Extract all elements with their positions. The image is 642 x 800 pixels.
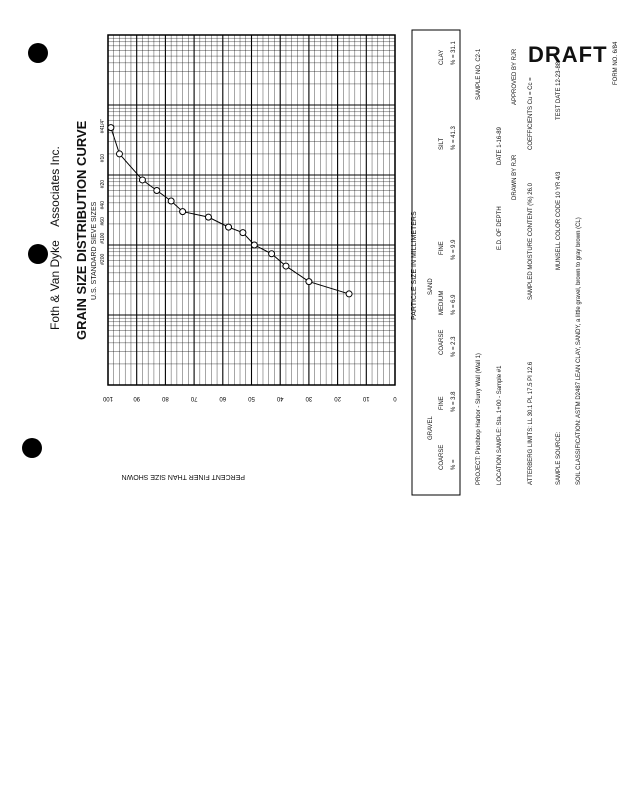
sieve-tick-label: #4 (100, 127, 106, 134)
pct-sand-fine: % = 9.9 (451, 239, 457, 260)
coefficients: COEFFICIENTS Cu = Cc = (528, 77, 534, 150)
draft-stamp: DRAFT (528, 42, 608, 67)
sieve-tick-label: #10 (100, 153, 106, 163)
drawn-by: DRAWN BY RJR (512, 154, 518, 200)
soil-classification: SOIL CLASSIFICATION: ASTM D2487 LEAN CLAY, SANDY, a little gravel, brown to gray brown (CL) (576, 217, 582, 485)
x-axis-label: PARTICLE SIZE IN MILLIMETERS (411, 211, 418, 320)
data-point (269, 251, 275, 257)
clay-label: CLAY (439, 49, 445, 65)
project-line: PROJECT: Pinchbop Harbor - Slurry Wall (Wall 1) (476, 353, 482, 485)
pct-sand-medium: % = 6.9 (451, 294, 457, 315)
data-point (180, 209, 186, 215)
test-date: TEST DATE 12-23-88 (556, 61, 562, 120)
sample-number: SAMPLE NO. C2-1 (476, 48, 482, 100)
munsell-color: MUNSELL COLOR CODE 10 YR 4/3 (556, 171, 562, 270)
sand-label: SAND (428, 278, 434, 295)
data-point (306, 279, 312, 285)
sieve-tick-label: #60 (100, 217, 106, 226)
approved-by: APPROVED BY RJR (512, 48, 518, 105)
sieve-tick-label: #100 (100, 232, 106, 244)
form-number: FORM NO. 6/84 (613, 41, 619, 85)
date-line: DATE 1-16-89 (497, 127, 503, 165)
data-point (168, 198, 174, 204)
data-point (226, 224, 232, 230)
sieve-size-label: U.S. STANDARD SIEVE SIZES (91, 201, 98, 300)
y-tick-label: 10 (362, 395, 370, 401)
y-axis-label: PERCENT FINER THAN SIZE SHOWN (121, 473, 245, 480)
data-point (139, 177, 145, 183)
gravel-label: GRAVEL (428, 416, 434, 440)
sieve-tick-label: #200 (100, 253, 106, 265)
company-name-tail: Associates Inc. (48, 146, 62, 227)
chart-grid (108, 30, 460, 495)
data-point (116, 151, 122, 157)
pct-silt: % = 41.3 (451, 126, 457, 150)
data-point (251, 242, 257, 248)
gravel-fine-label: FINE (439, 396, 445, 410)
y-tick-label: 0 (393, 395, 397, 401)
sieve-tick-label: #40 (100, 201, 106, 210)
y-axis-ticks (102, 395, 396, 401)
data-point (108, 125, 114, 131)
page-title: GRAIN SIZE DISTRIBUTION CURVE (74, 120, 89, 340)
sample-source: SAMPLE SOURCE: (556, 431, 562, 485)
classification-table-frame (412, 30, 460, 495)
sieve-tick-label: 1/4" (100, 119, 106, 128)
y-tick-label: 70 (190, 395, 198, 401)
sieve-tick-label: #20 (100, 179, 106, 189)
pct-clay: % = 31.1 (451, 41, 457, 65)
y-tick-label: 90 (133, 395, 141, 401)
pct-gravel-fine: % = 3.8 (451, 391, 457, 412)
atterberg-limits: ATTERBERG LIMITS: LL 30.1 PL 17.5 PI 12.6 (528, 361, 534, 485)
y-tick-label: 30 (305, 395, 313, 401)
test-depth: E.D. OF DEPTH (497, 206, 503, 250)
y-tick-label: 60 (219, 395, 227, 401)
pct-gravel-coarse: % = (451, 459, 457, 470)
sieve-ticks (100, 119, 106, 265)
sand-medium-label: MEDIUM (439, 290, 445, 315)
company-name-main: Foth & Van Dyke (48, 240, 62, 330)
silt-label: SILT (439, 137, 445, 150)
sand-fine-label: FINE (439, 241, 445, 255)
data-point (240, 230, 246, 236)
data-point (205, 214, 211, 220)
data-point (346, 291, 352, 297)
y-tick-label: 50 (248, 395, 255, 401)
sand-coarse-label: COARSE (439, 329, 445, 355)
y-tick-label: 80 (162, 395, 169, 401)
gravel-coarse-label: COARSE (439, 444, 445, 470)
data-point (154, 188, 160, 194)
y-tick-label: 100 (102, 395, 114, 401)
moisture-content: SAMPLED MOISTURE CONTENT (%) 26.0 (528, 183, 534, 300)
data-point (283, 263, 289, 269)
location-line: LOCATION SAMPLE: Sta. 1+00 - Sample #1 (497, 365, 503, 485)
y-tick-label: 40 (276, 395, 284, 401)
pct-sand-coarse: % = 2.3 (451, 336, 457, 357)
y-tick-label: 20 (334, 395, 341, 401)
